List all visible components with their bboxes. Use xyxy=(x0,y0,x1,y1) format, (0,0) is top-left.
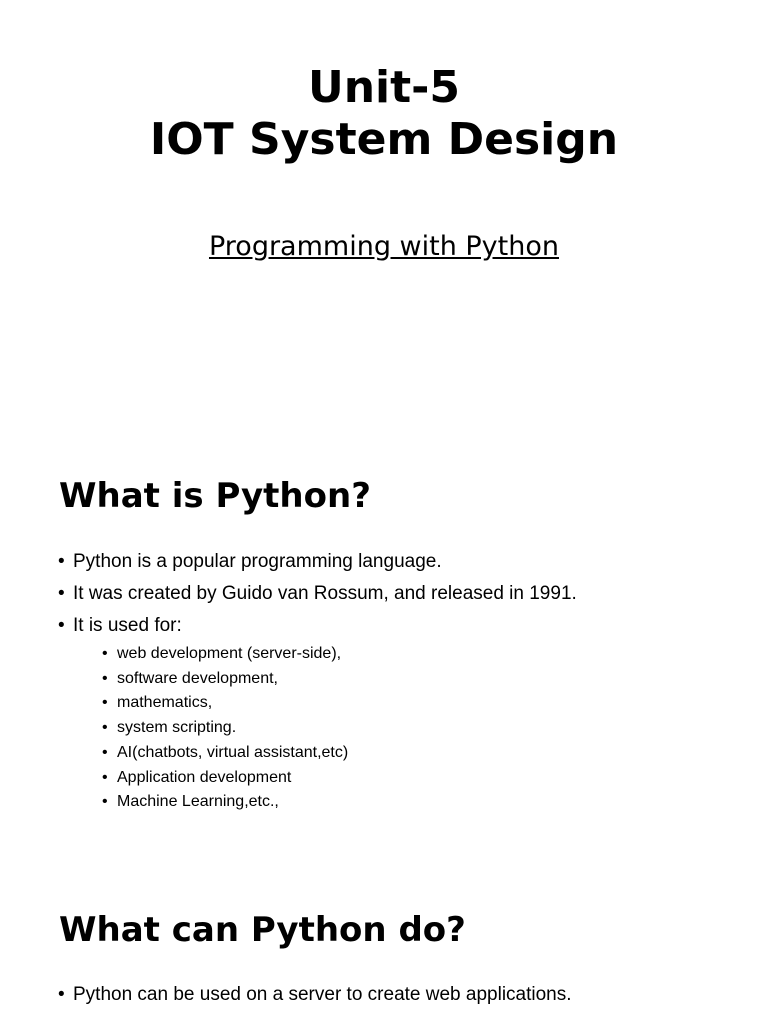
section-heading-what-is-python: What is Python? xyxy=(59,476,371,516)
bullet-item-used-for xyxy=(58,610,577,815)
sub-bullet-item: • Application development xyxy=(102,766,577,791)
content-slide xyxy=(0,440,768,1024)
sub-bullet-item: • mathematics, xyxy=(102,691,577,716)
sub-bullet-item: • system scripting. xyxy=(102,716,577,741)
title-line-topic: IOT System Design xyxy=(149,114,619,165)
bullet-item: • Python is a popular programming language. xyxy=(58,546,577,578)
slide-title xyxy=(0,62,768,166)
slide-subtitle: Programming with Python xyxy=(208,231,559,262)
title-slide xyxy=(0,0,768,440)
sub-bullet-item: • software development, xyxy=(102,667,577,692)
title-line-unit: Unit-5 xyxy=(307,62,461,113)
section-heading-what-can-python-do: What can Python do? xyxy=(59,910,466,950)
bullet-list-what-can-python-do xyxy=(58,979,572,1011)
bullet-item-label: It is used for: xyxy=(73,615,182,636)
sub-bullet-item: • web development (server-side), xyxy=(102,642,577,667)
sub-bullet-list-uses xyxy=(73,642,577,815)
bullet-item: • It was created by Guido van Rossum, and released in 1991. xyxy=(58,578,577,610)
bullet-list-what-is-python xyxy=(58,546,577,815)
sub-bullet-item: • AI(chatbots, virtual assistant,etc) xyxy=(102,741,577,766)
bullet-item: • Python can be used on a server to create web applications. xyxy=(58,979,572,1011)
sub-bullet-item: • Machine Learning,etc., xyxy=(102,790,577,815)
